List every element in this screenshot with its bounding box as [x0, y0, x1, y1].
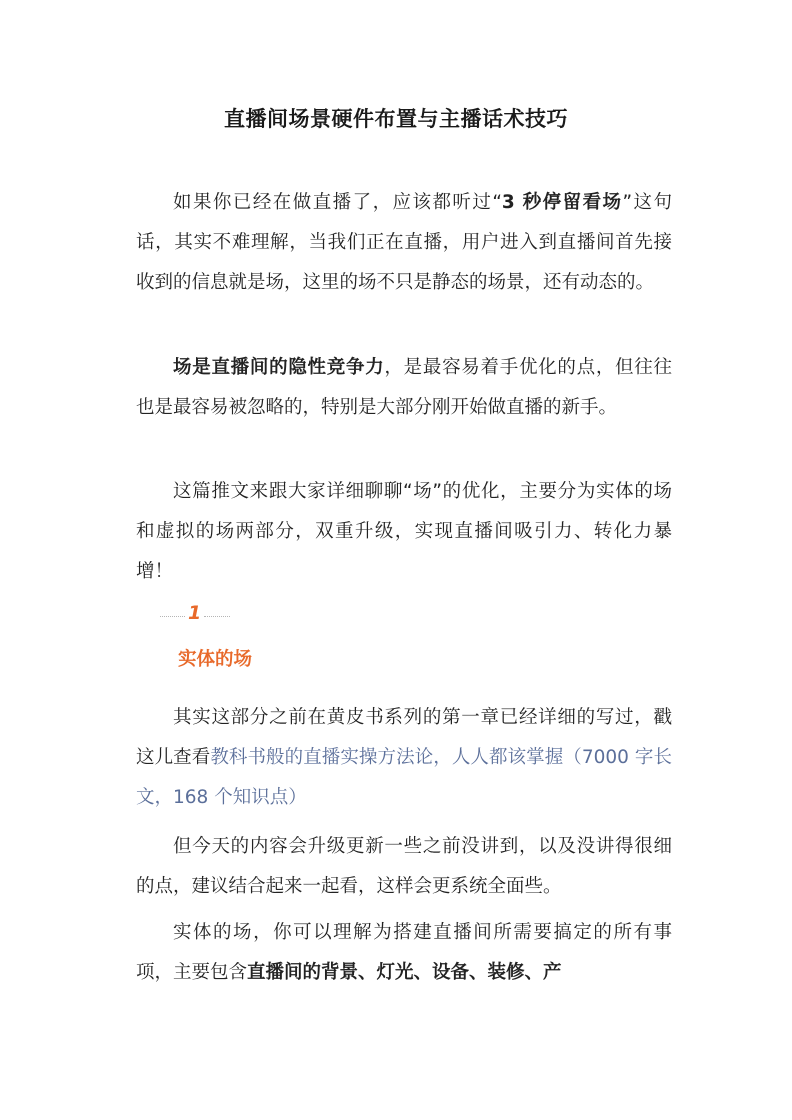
paragraph-physical-scene	[136, 913, 672, 993]
paragraph-text: ，是最容易着手优化的点，但往往也是最容易被忽略的，特别是大部分刚开始做直播的新手。	[136, 357, 672, 418]
bold-phrase: 场是直播间的隐性竞争力	[173, 357, 385, 378]
section-number: 1	[188, 602, 202, 624]
bold-phrase: 直播间的背景、灯光、设备、装修、产	[247, 962, 562, 983]
paragraph-text: 如果你已经在做直播了，应该都听过“	[173, 192, 502, 213]
section-number-row	[160, 600, 240, 630]
bold-phrase: 3 秒停留看场	[501, 192, 623, 213]
article-link[interactable]: 教科书般的直播实操方法论，人人都该掌握（7000 字长文，168 个知识点）	[136, 747, 672, 808]
paragraph-text: 实体的场，你可以理解为搭建直播间所需要搞定的所有事项，主要包含	[136, 922, 672, 983]
paragraph-text: ”这句话，其实不难理解，当我们正在直播，用户进入到直播间首先接收到的信息就是场，这里的场不只是静态的场景，还有动态的。	[136, 192, 672, 293]
dotted-divider	[204, 616, 230, 617]
section-title: 实体的场	[178, 649, 253, 670]
paragraph-overview	[136, 472, 672, 592]
document-title: 直播间场景硬件布置与主播话术技巧	[224, 107, 568, 131]
paragraph-competitiveness	[136, 348, 672, 428]
dotted-divider	[160, 616, 185, 617]
paragraph-text: 但今天的内容会升级更新一些之前没讲到，以及没讲得很细的点，建议结合起来一起看，这样会更系统全面些。	[136, 836, 672, 897]
paragraph-update	[136, 827, 672, 907]
paragraph-text: 其实这部分之前在黄皮书系列的第一章已经详细的写过，戳这儿查看	[136, 707, 672, 768]
paragraph-reference	[136, 698, 672, 818]
paragraph-text: 这篇推文来跟大家详细聊聊“场”的优化，主要分为实体的场和虚拟的场两部分，双重升级，实现直播间吸引力、转化力暴增！	[136, 481, 672, 582]
paragraph-intro	[136, 183, 672, 303]
